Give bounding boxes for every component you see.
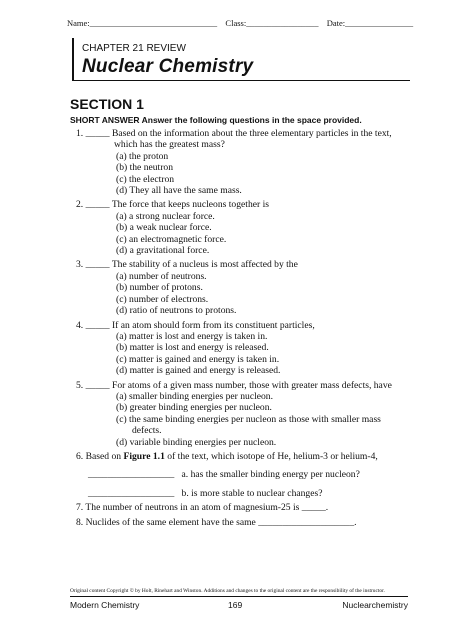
question-6a xyxy=(76,469,406,480)
answer-blank: __________________ xyxy=(88,487,175,499)
option: (b) the neutron xyxy=(116,162,174,174)
question-7-text: 7. The number of neutrons in an atom of magnesium-25 is _____. xyxy=(76,502,329,514)
section-instructions: SHORT ANSWER Answer the following questions in the space provided. xyxy=(70,115,362,125)
option: (d) They all have the same mass. xyxy=(116,185,242,197)
date-blank: ________________ xyxy=(345,18,414,28)
page-title: Nuclear Chemistry xyxy=(82,56,254,77)
option: (d) variable binding energies per nucleon. xyxy=(116,436,277,448)
footer-chapter-name: Nuclearchemistry xyxy=(342,600,408,610)
option: (a) matter is lost and energy is taken in. xyxy=(116,330,268,342)
question-stem-end: of the text, which isotope of He, helium-3 or helium-4, xyxy=(167,450,378,462)
option: (b) number of protons. xyxy=(116,282,203,294)
question-stem: For atoms of a given mass number, those with greater mass defects, have xyxy=(111,379,392,391)
question-6a-text: a. has the smaller binding energy per nucleon? xyxy=(181,469,360,481)
option: (b) greater binding energies per nucleon. xyxy=(116,402,272,414)
student-info-header xyxy=(67,18,414,28)
option: (c) number of electrons. xyxy=(116,293,209,305)
page-number: 169 xyxy=(228,600,243,610)
question-number: 5. _____ xyxy=(76,379,110,391)
question-1 xyxy=(76,128,406,196)
question-number: 1. _____ xyxy=(76,128,110,139)
option: (d) matter is gained and energy is released. xyxy=(116,365,281,377)
question-number: 2. _____ xyxy=(76,199,110,211)
question-6b xyxy=(76,488,406,499)
question-6b-text: b. is more stable to nuclear changes? xyxy=(181,487,323,499)
chapter-label: CHAPTER 21 REVIEW xyxy=(82,43,186,54)
question-stem: If an atom should form from its constituent particles, xyxy=(111,319,315,331)
question-number: 4. _____ xyxy=(76,319,110,331)
footer-book-title: Modern Chemistry xyxy=(70,600,140,610)
question-2 xyxy=(76,199,406,256)
question-stem: Based on the information about the three elementary particles in the text, which has the greatest mass? xyxy=(111,128,392,151)
option: (a) smaller binding energies per nucleon. xyxy=(116,390,273,402)
name-blank: ______________________________ xyxy=(89,18,218,28)
option: (c) an electromagnetic force. xyxy=(116,233,227,245)
question-4 xyxy=(76,320,406,377)
section-title: SECTION 1 xyxy=(70,96,144,112)
footer-divider xyxy=(70,596,408,597)
question-3 xyxy=(76,259,406,316)
option: (a) number of neutrons. xyxy=(116,270,207,282)
name-label: Name: xyxy=(67,18,90,28)
class-label: Class: xyxy=(225,18,247,28)
question-8 xyxy=(76,517,406,528)
question-5 xyxy=(76,380,406,448)
question-6 xyxy=(76,451,406,499)
question-number: 3. _____ xyxy=(76,259,110,271)
copyright-note: Original content Copyright © by Holt, Rinehart and Winston. Additions and changes to the original content are the responsibility of the instructor. xyxy=(70,588,385,594)
date-label: Date: xyxy=(326,18,346,28)
option: (d) a gravitational force. xyxy=(116,245,210,257)
answer-blank: __________________ xyxy=(88,469,175,481)
question-stem: The stability of a nucleus is most affected by the xyxy=(111,259,298,271)
question-number: 6. xyxy=(76,450,84,462)
option: (a) a strong nuclear force. xyxy=(116,210,215,222)
option: (a) the proton xyxy=(116,150,169,162)
figure-reference: Figure 1.1 xyxy=(123,450,165,462)
question-stem-start: Based on xyxy=(85,450,122,462)
question-list xyxy=(76,128,406,531)
option: (d) ratio of neutrons to protons. xyxy=(116,305,237,317)
question-7 xyxy=(76,502,406,513)
option: (c) the same binding energies per nucleon as those with smaller mass defects. xyxy=(116,413,381,437)
class-blank: _________________ xyxy=(246,18,319,28)
option: (b) a weak nuclear force. xyxy=(116,222,212,234)
question-8-text: 8. Nuclides of the same element have the same ____________________. xyxy=(76,516,357,528)
option: (c) the electron xyxy=(116,173,175,185)
option: (b) matter is lost and energy is released. xyxy=(116,342,269,354)
question-stem: The force that keeps nucleons together is xyxy=(111,199,269,211)
option: (c) matter is gained and energy is taken in. xyxy=(116,353,280,365)
title-block xyxy=(72,38,410,81)
